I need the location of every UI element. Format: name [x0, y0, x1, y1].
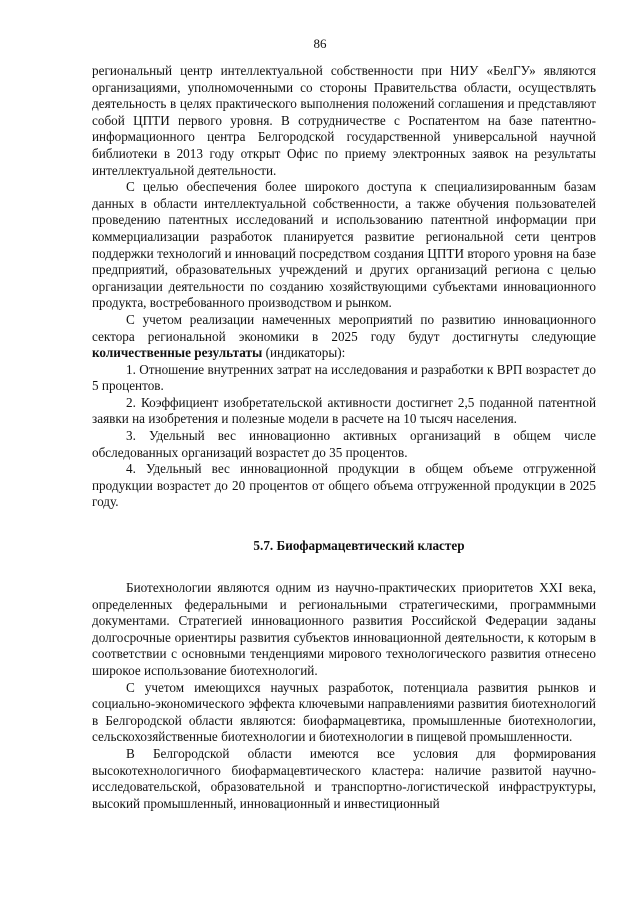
paragraph-cluster-conditions: В Белгородской области имеются все условия для формирования высокотехнологичного биофармацевтического кластера: наличие развитой научно-исследовательской, образовательной и транспортно-логистической инфраструктуры, высокий промышленный, инновационный и инвестиционный — [92, 745, 596, 811]
results-intro-text: С учетом реализации намеченных мероприятий по развитию инновационного сектора региональной экономики в 2025 году будут достигнуты следующие — [92, 311, 596, 344]
paragraph-cpti-second-level: С целью обеспечения более широкого доступа к специализированным базам данных в области интеллектуальной собственности, а также обучения пользователей проведению патентных исследований и использованию патентной информации при коммерциализации разработок планируется развитие региональной сети центров поддержки технологий и инноваций посредством создания ЦПТИ второго уровня на базе предприятий, образовательных учреждений и других организаций региона с целью организации деятельности по созданию хозяйствующими субъектами инновационного продукта, востребованного производством и рынком. — [92, 179, 596, 311]
page-body — [92, 63, 596, 812]
paragraph-biotech-priorities: Биотехнологии являются одним из научно-практических приоритетов XXI века, определенных федеральными и региональными стратегическими, программными документами. Стратегией инновационного развития Российской Федерации заданы долгосрочные ориентиры развития субъектов инновационной деятельности, к которым в соответствии с основными тенденциями мирового технологического развития отнесено широкое использование биотехнологий. — [92, 580, 596, 678]
result-item-4: 4. Удельный вес инновационной продукции в общем объеме отгруженной продукции возрастет до 20 процентов от общего объема отгруженной продукции в 2025 году. — [92, 461, 596, 510]
result-item-1: 1. Отношение внутренних затрат на исследования и разработки к ВРП возрастет до 5 процентов. — [92, 361, 596, 394]
result-item-2: 2. Коэффициент изобретательской активности достигнет 2,5 поданной патентной заявки на изобретения и полезные модели в расчете на 10 тысяч населения. — [92, 394, 596, 427]
page-number: 86 — [313, 36, 327, 51]
results-intro-bold: количественные результаты — [92, 345, 263, 361]
result-item-3: 3. Удельный вес инновационно активных организаций в общем числе обследованных организаций возрастет до 35 процентов. — [92, 428, 596, 460]
paragraph-results-intro — [92, 312, 596, 362]
paragraph-biotech-directions: С учетом имеющихся научных разработок, потенциала развития рынков и социально-экономического эффекта ключевыми направлениями развития биотехнологий в Белгородской области являются: биофармацевтика, промышленные биотехнологии, сельскохозяйственные биотехнологии и биотехнологии в пищевой промышленности. — [92, 679, 596, 745]
section-heading: 5.7. Биофармацевтический кластер — [253, 538, 465, 554]
paragraph-cpti-first-level: региональный центр интеллектуальной собственности при НИУ «БелГУ» являются организациями, уполномоченными со стороны Правительства области, осуществлять деятельность в целях практического выполнения положений соглашения и представляют собой ЦПТИ первого уровня. В сотрудничестве с Роспатентом на базе патентно-информационного центра Белгородской государственной универсальной научной библиотеки в 2013 году открыт Офис по приему электронных заявок на результаты интеллектуальной деятельности. — [92, 63, 596, 178]
results-intro-tail: (индикаторы): — [262, 345, 346, 361]
